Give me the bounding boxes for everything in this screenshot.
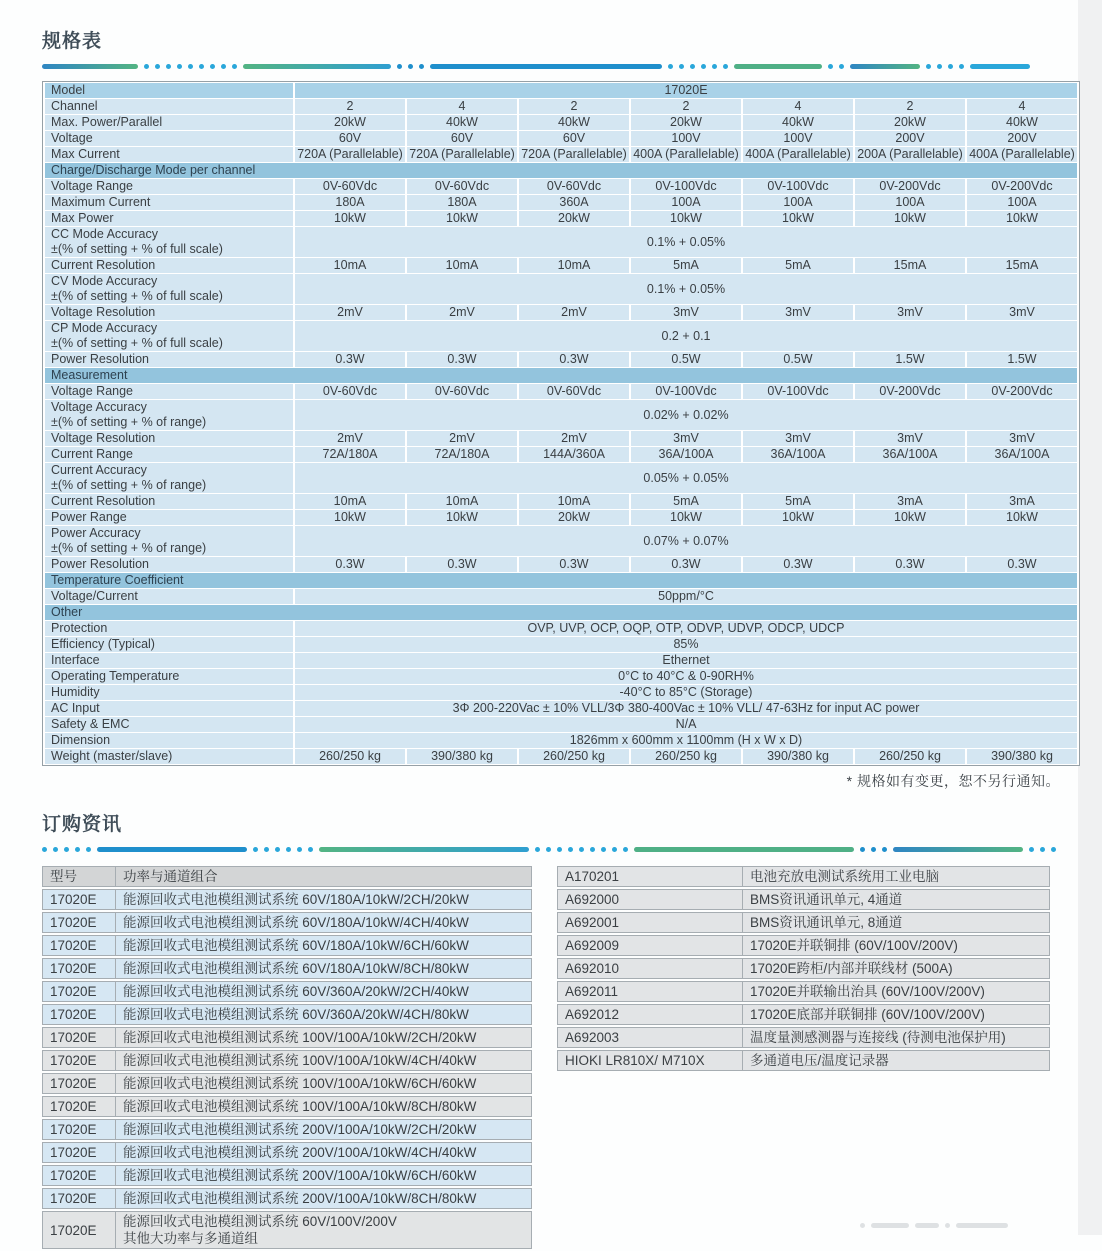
spec-label-cell: Efficiency (Typical): [45, 637, 293, 652]
spec-value-cell: 100A: [743, 195, 853, 210]
model-number-cell: 17020E: [42, 981, 116, 1002]
spec-value-cell: 0V-200Vdc: [855, 384, 965, 399]
spec-value-cell: 40kW: [743, 115, 853, 130]
spec-model-row: [45, 83, 1077, 98]
spec-value-cell: 10mA: [519, 258, 629, 273]
spec-value-cell: 720A (Parallelable): [407, 147, 517, 162]
spec-value-cell: 10mA: [295, 258, 405, 273]
ordering-right-row: [557, 889, 1050, 910]
spec-value-cell: 10kW: [631, 211, 741, 226]
spec-value-cell: 100A: [967, 195, 1077, 210]
spec-value-cell: 10kW: [743, 211, 853, 226]
ordering-right-row: [557, 912, 1050, 933]
spec-section-row: [45, 573, 1077, 588]
spec-value-cell: 400A (Parallelable): [743, 147, 853, 162]
spec-value-cell: 260/250 kg: [855, 749, 965, 764]
spec-value-cell: 10kW: [967, 510, 1077, 525]
spec-value-cell: 15mA: [967, 258, 1077, 273]
spec-row: [45, 701, 1077, 716]
configuration-cell: 能源回收式电池模组测试系统 60V/180A/10kW/4CH/40kW: [116, 912, 532, 933]
spec-label-cell: Weight (master/slave): [45, 749, 293, 764]
spec-value-cell: 10mA: [407, 494, 517, 509]
spec-value-cell: 5mA: [631, 494, 741, 509]
spec-value-cell: 10kW: [743, 510, 853, 525]
spec-value-cell: 0.3W: [295, 352, 405, 367]
spec-label-cell: Operating Temperature: [45, 669, 293, 684]
spec-span-value-cell: OVP, UVP, OCP, OQP, OTP, ODVP, UDVP, ODCP, UDCP: [295, 621, 1077, 636]
spec-value-cell: 5mA: [743, 494, 853, 509]
spec-label-cell: Power Range: [45, 510, 293, 525]
spec-value-cell: 3mV: [967, 305, 1077, 320]
description-cell: 多通道电压/温度记录器: [743, 1050, 1050, 1071]
decorative-divider: [42, 63, 1060, 69]
spec-value-cell: 10mA: [295, 494, 405, 509]
spec-row: [45, 717, 1077, 732]
spec-row: [45, 669, 1077, 684]
spec-label-cell: Max. Power/Parallel: [45, 115, 293, 130]
spec-value-cell: 60V: [407, 131, 517, 146]
ordering-right-row: [557, 981, 1050, 1002]
spec-value-cell: 0.3W: [743, 557, 853, 572]
spec-value-cell: 2mV: [295, 431, 405, 446]
spec-value-cell: 400A (Parallelable): [631, 147, 741, 162]
ordering-right-table: [557, 864, 1050, 1073]
ordering-left-row: [42, 1050, 532, 1071]
spec-label-cell: Interface: [45, 653, 293, 668]
model-number-cell: 17020E: [42, 1027, 116, 1048]
ordering-column-header: 功率与通道组合: [116, 866, 532, 887]
spec-value-cell: 4: [743, 99, 853, 114]
ordering-left-row: [42, 1165, 532, 1186]
spec-row: [45, 637, 1077, 652]
spec-value-cell: 60V: [295, 131, 405, 146]
spec-value-cell: 0.3W: [519, 352, 629, 367]
configuration-cell: 能源回收式电池模组测试系统 60V/180A/10kW/8CH/80kW: [116, 958, 532, 979]
spec-span-value-cell: 0.2 + 0.1: [295, 321, 1077, 351]
spec-label-cell: Power Resolution: [45, 557, 293, 572]
spec-label-cell: Max Current: [45, 147, 293, 162]
model-number-cell: 17020E: [42, 935, 116, 956]
spec-value-cell: 3mV: [631, 431, 741, 446]
spec-row: [45, 510, 1077, 525]
spec-label-cell: Current Resolution: [45, 494, 293, 509]
spec-value-cell: 0V-200Vdc: [855, 179, 965, 194]
spec-value-cell: 400A (Parallelable): [967, 147, 1077, 162]
configuration-cell: 能源回收式电池模组测试系统 60V/180A/10kW/6CH/60kW: [116, 935, 532, 956]
spec-value-cell: 2: [855, 99, 965, 114]
spec-label-cell: Power Resolution: [45, 352, 293, 367]
spec-label-cell: CC Mode Accuracy ±(% of setting + % of full scale): [45, 227, 293, 257]
part-number-cell: HIOKI LR810X/ M710X: [557, 1050, 743, 1071]
page-title-spec: 规格表: [42, 31, 103, 52]
spec-value-cell: 0V-60Vdc: [295, 384, 405, 399]
ordering-left-table: [42, 864, 532, 1251]
model-number-cell: 17020E: [42, 1073, 116, 1094]
model-number-cell: 17020E: [42, 1188, 116, 1209]
spec-value-cell: 0V-100Vdc: [743, 179, 853, 194]
spec-table: [42, 81, 1080, 766]
spec-value-cell: 10kW: [967, 211, 1077, 226]
spec-label-cell: Current Accuracy ±(% of setting + % of range): [45, 463, 293, 493]
spec-value-cell: 200V: [967, 131, 1077, 146]
spec-span-value-cell: -40°C to 85°C (Storage): [295, 685, 1077, 700]
spec-label-cell: Max Power: [45, 211, 293, 226]
description-cell: 17020E并联输出治具 (60V/100V/200V): [743, 981, 1050, 1002]
spec-value-cell: 0.5W: [743, 352, 853, 367]
model-number-cell: 17020E: [42, 1165, 116, 1186]
spec-value-cell: 40kW: [519, 115, 629, 130]
spec-row: [45, 589, 1077, 604]
spec-row: [45, 621, 1077, 636]
configuration-cell: 能源回收式电池模组测试系统 60V/100V/200V 其他大功率与多通道组: [116, 1211, 532, 1249]
part-number-cell: A692000: [557, 889, 743, 910]
spec-label-cell: Power Accuracy ±(% of setting + % of range): [45, 526, 293, 556]
spec-row: [45, 321, 1077, 351]
spec-row: [45, 115, 1077, 130]
spec-value-cell: 36A/100A: [631, 447, 741, 462]
description-cell: BMS资讯通讯单元, 8通道: [743, 912, 1050, 933]
ordering-left-row: [42, 1188, 532, 1209]
spec-section-label: Charge/Discharge Mode per channel: [45, 163, 1077, 178]
spec-span-value-cell: 1826mm x 600mm x 1100mm (H x W x D): [295, 733, 1077, 748]
spec-value-cell: 60V: [519, 131, 629, 146]
model-number-cell: 17020E: [42, 912, 116, 933]
spec-value-cell: 100A: [855, 195, 965, 210]
part-number-cell: A692009: [557, 935, 743, 956]
spec-value-cell: 0.3W: [967, 557, 1077, 572]
ordering-left-row: [42, 935, 532, 956]
configuration-cell: 能源回收式电池模组测试系统 60V/360A/20kW/4CH/80kW: [116, 1004, 532, 1025]
spec-row: [45, 195, 1077, 210]
spec-label-cell: Channel: [45, 99, 293, 114]
ordering-column-header: 型号: [42, 866, 116, 887]
ordering-left-row: [42, 1027, 532, 1048]
spec-value-cell: 390/380 kg: [407, 749, 517, 764]
page-edge-shading: [1078, 0, 1102, 1235]
spec-row: [45, 305, 1077, 320]
spec-span-value-cell: Ethernet: [295, 653, 1077, 668]
spec-value-cell: 3mV: [967, 431, 1077, 446]
spec-span-value-cell: 0.1% + 0.05%: [295, 274, 1077, 304]
spec-label-cell: Voltage: [45, 131, 293, 146]
spec-label-cell: AC Input: [45, 701, 293, 716]
spec-span-value-cell: 0.02% + 0.02%: [295, 400, 1077, 430]
spec-row: [45, 258, 1077, 273]
spec-row: [45, 400, 1077, 430]
ordering-right-row: [557, 1004, 1050, 1025]
spec-value-cell: 1.5W: [855, 352, 965, 367]
spec-value-cell: 3mV: [631, 305, 741, 320]
spec-value-cell: 10kW: [855, 211, 965, 226]
part-number-cell: A692001: [557, 912, 743, 933]
spec-value-cell: 720A (Parallelable): [295, 147, 405, 162]
ordering-right-row: [557, 1027, 1050, 1048]
spec-label-cell: CV Mode Accuracy ±(% of setting + % of full scale): [45, 274, 293, 304]
spec-row: [45, 463, 1077, 493]
spec-value-cell: 2mV: [519, 305, 629, 320]
spec-value-cell: 720A (Parallelable): [519, 147, 629, 162]
spec-value-cell: 0V-60Vdc: [407, 384, 517, 399]
spec-row: [45, 447, 1077, 462]
spec-section-label: Temperature Coefficient: [45, 573, 1077, 588]
spec-value-cell: 3mA: [855, 494, 965, 509]
spec-row: [45, 749, 1077, 764]
spec-row: [45, 733, 1077, 748]
spec-value-cell: 0V-200Vdc: [967, 384, 1077, 399]
spec-value-cell: 2mV: [519, 431, 629, 446]
spec-value-cell: 2: [519, 99, 629, 114]
spec-value-cell: 1.5W: [967, 352, 1077, 367]
spec-label-cell: CP Mode Accuracy ±(% of setting + % of full scale): [45, 321, 293, 351]
spec-value-cell: 10kW: [855, 510, 965, 525]
configuration-cell: 能源回收式电池模组测试系统 100V/100A/10kW/6CH/60kW: [116, 1073, 532, 1094]
description-cell: 17020E跨柜/内部并联线材 (500A): [743, 958, 1050, 979]
ordering-right-row: [557, 866, 1050, 887]
spec-value-cell: 40kW: [407, 115, 517, 130]
spec-row: [45, 274, 1077, 304]
spec-value-cell: 3mA: [967, 494, 1077, 509]
spec-value-cell: 72A/180A: [295, 447, 405, 462]
spec-span-value-cell: 0.05% + 0.05%: [295, 463, 1077, 493]
spec-label-cell: Current Range: [45, 447, 293, 462]
spec-value-cell: 0.3W: [519, 557, 629, 572]
spec-value-cell: 100A: [631, 195, 741, 210]
description-cell: 17020E并联铜排 (60V/100V/200V): [743, 935, 1050, 956]
spec-value-cell: 10kW: [295, 211, 405, 226]
spec-section-label: Measurement: [45, 368, 1077, 383]
configuration-cell: 能源回收式电池模组测试系统 200V/100A/10kW/2CH/20kW: [116, 1119, 532, 1140]
spec-row: [45, 352, 1077, 367]
spec-value-cell: 260/250 kg: [519, 749, 629, 764]
spec-label-cell: Voltage/Current: [45, 589, 293, 604]
configuration-cell: 能源回收式电池模组测试系统 60V/180A/10kW/2CH/20kW: [116, 889, 532, 910]
spec-value-cell: 390/380 kg: [743, 749, 853, 764]
description-cell: 温度量测感测器与连接线 (待测电池保护用): [743, 1027, 1050, 1048]
spec-span-value-cell: 0°C to 40°C & 0-90RH%: [295, 669, 1077, 684]
ordering-left-row: [42, 1142, 532, 1163]
ordering-left-row: [42, 1004, 532, 1025]
configuration-cell: 能源回收式电池模组测试系统 200V/100A/10kW/8CH/80kW: [116, 1188, 532, 1209]
configuration-cell: 能源回收式电池模组测试系统 100V/100A/10kW/4CH/40kW: [116, 1050, 532, 1071]
model-number-cell: 17020E: [42, 1119, 116, 1140]
spec-value-cell: 0.3W: [631, 557, 741, 572]
spec-value-cell: 36A/100A: [967, 447, 1077, 462]
spec-value-cell: 20kW: [295, 115, 405, 130]
spec-row: [45, 653, 1077, 668]
spec-value-cell: 3mV: [743, 305, 853, 320]
part-number-cell: A692010: [557, 958, 743, 979]
spec-span-value-cell: 3Φ 200-220Vac ± 10% VLL/3Φ 380-400Vac ± 10% VLL/ 47-63Hz for input AC power: [295, 701, 1077, 716]
ordering-right-row: [557, 935, 1050, 956]
spec-value-cell: 36A/100A: [743, 447, 853, 462]
next-page-ghost-divider: [860, 1222, 1060, 1228]
spec-span-value-cell: 50ppm/°C: [295, 589, 1077, 604]
spec-row: [45, 99, 1077, 114]
spec-value-cell: 0V-60Vdc: [407, 179, 517, 194]
spec-value-cell: 20kW: [631, 115, 741, 130]
spec-value-cell: 3mV: [743, 431, 853, 446]
spec-label-cell: Current Resolution: [45, 258, 293, 273]
spec-value-cell: 0.3W: [407, 352, 517, 367]
spec-row: [45, 179, 1077, 194]
model-number-cell: 17020E: [42, 958, 116, 979]
spec-section-row: [45, 605, 1077, 620]
spec-label-cell: Voltage Range: [45, 179, 293, 194]
ordering-left-row: [42, 981, 532, 1002]
spec-value-cell: 3mV: [855, 305, 965, 320]
configuration-cell: 能源回收式电池模组测试系统 200V/100A/10kW/6CH/60kW: [116, 1165, 532, 1186]
spec-value-cell: 100V: [631, 131, 741, 146]
spec-value-cell: 40kW: [967, 115, 1077, 130]
spec-span-value-cell: N/A: [295, 717, 1077, 732]
spec-row: [45, 384, 1077, 399]
ordering-left-row: [42, 958, 532, 979]
spec-span-value-cell: 0.07% + 0.07%: [295, 526, 1077, 556]
spec-value-cell: 260/250 kg: [295, 749, 405, 764]
description-cell: 17020E底部并联铜排 (60V/100V/200V): [743, 1004, 1050, 1025]
spec-row: [45, 685, 1077, 700]
spec-value-cell: 15mA: [855, 258, 965, 273]
spec-label-cell: Humidity: [45, 685, 293, 700]
spec-footnote: * 规格如有变更，恕不另行通知。: [846, 773, 1060, 789]
spec-label-cell: Voltage Range: [45, 384, 293, 399]
spec-value-cell: 5mA: [631, 258, 741, 273]
spec-value-cell: 2mV: [295, 305, 405, 320]
ordering-right-row: [557, 958, 1050, 979]
spec-value-cell: 0V-60Vdc: [519, 384, 629, 399]
spec-value-cell: 200V: [855, 131, 965, 146]
spec-value-cell: 0.3W: [295, 557, 405, 572]
model-number-cell: 17020E: [42, 1096, 116, 1117]
spec-label-cell: Protection: [45, 621, 293, 636]
configuration-cell: 能源回收式电池模组测试系统 100V/100A/10kW/8CH/80kW: [116, 1096, 532, 1117]
spec-value-cell: 10kW: [631, 510, 741, 525]
spec-value-cell: 10kW: [407, 211, 517, 226]
decorative-divider: [42, 846, 1060, 852]
spec-value-cell: 10mA: [519, 494, 629, 509]
spec-row: [45, 131, 1077, 146]
spec-value-cell: 0V-100Vdc: [631, 384, 741, 399]
spec-value-cell: 10kW: [407, 510, 517, 525]
spec-value-cell: 2mV: [407, 305, 517, 320]
part-number-cell: A692011: [557, 981, 743, 1002]
spec-value-cell: 20kW: [855, 115, 965, 130]
spec-label-cell: Voltage Resolution: [45, 431, 293, 446]
spec-value-cell: 20kW: [519, 211, 629, 226]
spec-value-cell: 3mV: [855, 431, 965, 446]
spec-section-row: [45, 368, 1077, 383]
description-cell: 电池充放电测试系统用工业电脑: [743, 866, 1050, 887]
model-number-cell: 17020E: [42, 1142, 116, 1163]
model-number-cell: 17020E: [42, 889, 116, 910]
spec-value-cell: 20kW: [519, 510, 629, 525]
spec-value-cell: 72A/180A: [407, 447, 517, 462]
spec-section-row: [45, 163, 1077, 178]
spec-label-cell: Safety & EMC: [45, 717, 293, 732]
spec-label-cell: Dimension: [45, 733, 293, 748]
page-title-ordering: 订购资讯: [42, 814, 123, 835]
spec-value-cell: 180A: [407, 195, 517, 210]
spec-value-cell: 4: [407, 99, 517, 114]
spec-value-cell: 390/380 kg: [967, 749, 1077, 764]
ordering-left-row: [42, 889, 532, 910]
spec-row: [45, 526, 1077, 556]
spec-row: [45, 147, 1077, 162]
spec-value-cell: 10mA: [407, 258, 517, 273]
spec-section-label: Other: [45, 605, 1077, 620]
part-number-cell: A692012: [557, 1004, 743, 1025]
spec-value-cell: 0V-100Vdc: [743, 384, 853, 399]
configuration-cell: 能源回收式电池模组测试系统 100V/100A/10kW/2CH/20kW: [116, 1027, 532, 1048]
ordering-right-row: [557, 1050, 1050, 1071]
spec-value-cell: 2mV: [407, 431, 517, 446]
spec-label-cell: Maximum Current: [45, 195, 293, 210]
ordering-left-header-row: [42, 866, 532, 887]
ordering-left-row: [42, 1211, 532, 1249]
spec-value-cell: 0V-60Vdc: [295, 179, 405, 194]
spec-value-cell: 0V-100Vdc: [631, 179, 741, 194]
spec-label-cell: Voltage Accuracy ±(% of setting + % of range): [45, 400, 293, 430]
model-number-cell: 17020E: [42, 1211, 116, 1249]
spec-value-cell: 360A: [519, 195, 629, 210]
part-number-cell: A170201: [557, 866, 743, 887]
spec-value-cell: 100V: [743, 131, 853, 146]
spec-row: [45, 494, 1077, 509]
part-number-cell: A692003: [557, 1027, 743, 1048]
spec-value-cell: 180A: [295, 195, 405, 210]
configuration-cell: 能源回收式电池模组测试系统 60V/360A/20kW/2CH/40kW: [116, 981, 532, 1002]
spec-label-cell: Voltage Resolution: [45, 305, 293, 320]
spec-model-value-cell: 17020E: [295, 83, 1077, 98]
spec-value-cell: 2: [631, 99, 741, 114]
model-number-cell: 17020E: [42, 1050, 116, 1071]
spec-value-cell: 144A/360A: [519, 447, 629, 462]
spec-label-cell: Model: [45, 83, 293, 98]
spec-value-cell: 10kW: [295, 510, 405, 525]
spec-row: [45, 431, 1077, 446]
spec-value-cell: 5mA: [743, 258, 853, 273]
ordering-left-row: [42, 1073, 532, 1094]
spec-value-cell: 0V-200Vdc: [967, 179, 1077, 194]
ordering-left-row: [42, 1119, 532, 1140]
spec-span-value-cell: 0.1% + 0.05%: [295, 227, 1077, 257]
spec-value-cell: 36A/100A: [855, 447, 965, 462]
spec-value-cell: 4: [967, 99, 1077, 114]
spec-value-cell: 0.5W: [631, 352, 741, 367]
spec-value-cell: 260/250 kg: [631, 749, 741, 764]
spec-span-value-cell: 85%: [295, 637, 1077, 652]
spec-value-cell: 200A (Parallelable): [855, 147, 965, 162]
spec-row: [45, 211, 1077, 226]
spec-value-cell: 2: [295, 99, 405, 114]
spec-value-cell: 0.3W: [855, 557, 965, 572]
model-number-cell: 17020E: [42, 1004, 116, 1025]
spec-row: [45, 557, 1077, 572]
spec-value-cell: 0V-60Vdc: [519, 179, 629, 194]
spec-row: [45, 227, 1077, 257]
description-cell: BMS资讯通讯单元, 4通道: [743, 889, 1050, 910]
ordering-left-row: [42, 912, 532, 933]
ordering-left-row: [42, 1096, 532, 1117]
configuration-cell: 能源回收式电池模组测试系统 200V/100A/10kW/4CH/40kW: [116, 1142, 532, 1163]
spec-value-cell: 0.3W: [407, 557, 517, 572]
